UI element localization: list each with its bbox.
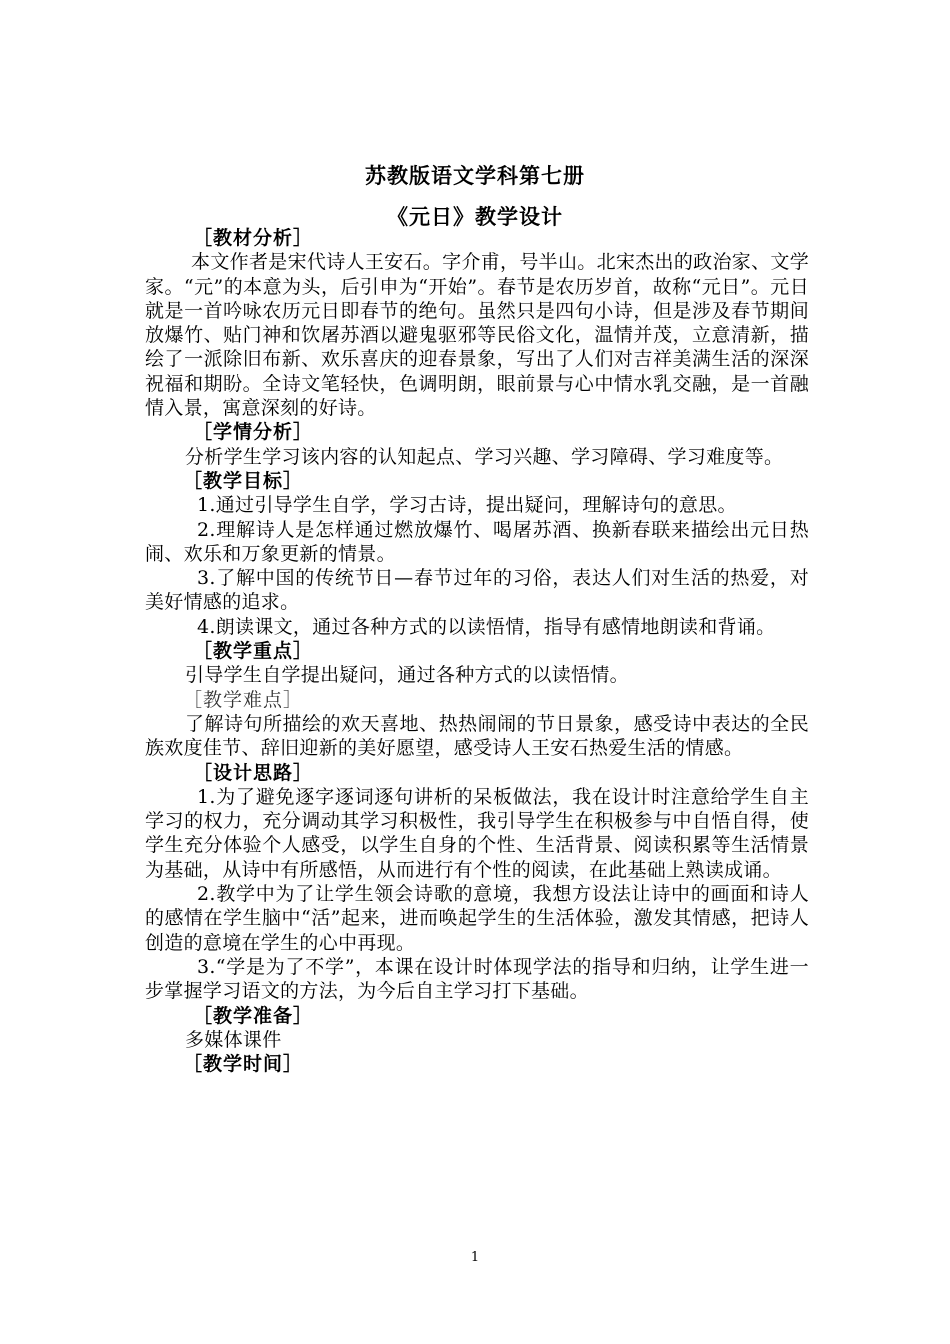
section-heading-teaching-focus: ［教学重点］	[193, 640, 314, 663]
paragraph-objective-1: 1.通过引导学生自学，学习古诗，提出疑问，理解诗句的意思。	[197, 494, 737, 517]
section-heading-teaching-objectives: ［教学目标］	[183, 469, 304, 492]
section-heading-textbook-analysis: ［教材分析］	[193, 227, 314, 249]
paragraph-objective-2: 2.理解诗人是怎样通过燃放爆竹、喝屠苏酒、换新春联来描绘出元日热闹、欢乐和万象更新的情景。	[145, 518, 809, 565]
paragraph-design-idea-3: 3.“学是为了不学”，本课在设计时体现学法的指导和归纳，让学生进一步掌握学习语文的方法，为今后自主学习打下基础。	[145, 955, 809, 1003]
section-heading-design-ideas: ［设计思路］	[193, 761, 314, 784]
document-title: 苏教版语文学科第七册	[365, 164, 585, 188]
paragraph-textbook-analysis: 本文作者是宋代诗人王安石。字介甫，号半山。北宋杰出的政治家、文学家。“元”的本意为头，后引申为“开始”。春节是农历岁首，故称“元日”。元日就是一首吟咏农历元日即春节的绝句。虽然只是四句小诗，但是涉及春节期间放爆竹、贴门神和饮屠苏酒以避鬼驱邪等民俗文化，温情并茂，立意清新，描绘了一派除旧布新、欢乐喜庆的迎春景象，写出了人们对吉祥美满生活的深深祝福和期盼。全诗文笔轻快，色调明朗，眼前景与心中情水乳交融，是一首融情入景，寓意深刻的好诗。	[145, 251, 809, 420]
section-heading-teaching-time: ［教学时间］	[183, 1053, 304, 1076]
paragraph-design-idea-1: 1.为了避免逐字逐词逐句讲析的呆板做法，我在设计时注意给学生自主学习的权力，充分调动其学习积极性，我引导学生在积极参与中自悟自得，使学生充分体验个人感受，以学生自身的个性、生活背景、阅读积累等生活情景为基础，从诗中有所感悟，从而进行有个性的阅读，在此基础上熟读成诵。	[145, 785, 809, 881]
paragraph-objective-3: 3.了解中国的传统节日—春节过年的习俗，表达人们对生活的热爱，对美好情感的追求。	[145, 567, 809, 614]
paragraph-design-idea-2: 2.教学中为了让学生领会诗歌的意境，我想方设法让诗中的画面和诗人的感情在学生脑中“活”起来，进而唤起学生的生活体验，激发其情感，把诗人创造的意境在学生的心中再现。	[145, 883, 809, 954]
page-number: 1	[470, 1250, 480, 1265]
document-body	[145, 226, 809, 1076]
document-subtitle: 《元日》教学设计	[387, 205, 563, 229]
paragraph-objective-4: 4.朗读课文，通过各种方式的以读悟情，指导有感情地朗读和背诵。	[197, 615, 776, 638]
paragraph-teaching-difficulty: 了解诗句所描绘的欢天喜地、热热闹闹的节日景象，感受诗中表达的全民族欢度佳节、辞旧迎新的美好愿望，感受诗人王安石热爱生活的情感。	[145, 712, 809, 760]
paragraph-teaching-preparation: 多媒体课件	[185, 1028, 282, 1051]
section-heading-teaching-difficulty: ［教学难点］	[183, 688, 304, 711]
section-heading-student-analysis: ［学情分析］	[193, 421, 314, 444]
section-heading-teaching-preparation: ［教学准备］	[193, 1004, 314, 1027]
paragraph-teaching-focus: 引导学生自学提出疑问，通过各种方式的以读悟情。	[185, 664, 629, 687]
paragraph-student-analysis: 分析学生学习该内容的认知起点、学习兴趣、学习障碍、学习难度等。	[185, 445, 784, 468]
